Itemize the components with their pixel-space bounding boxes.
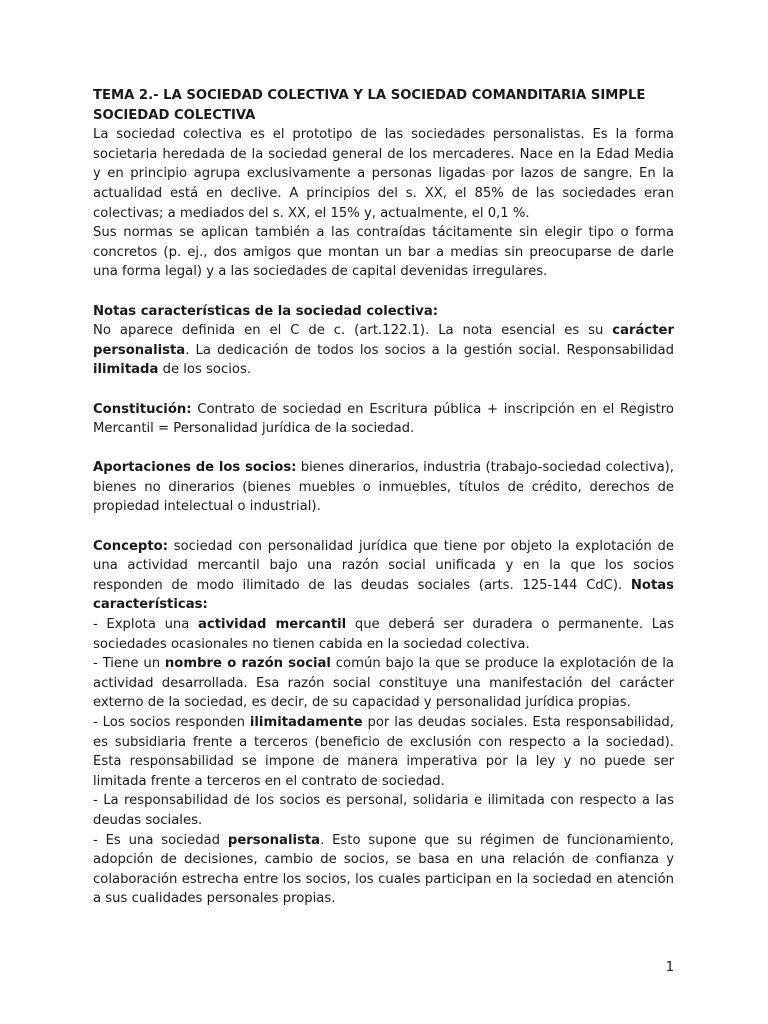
bullet-suffix: . Esto supone que su régimen de funcionamiento, adopción de decisiones, cambio de socios, se basa en una relación de confianza y colaboración estrecha entre los socios, los cuales participan en la sociedad en atención a sus cualidades personales propias. [93,832,674,907]
notas-text-2: . La dedicación de todos los socios a la gestión social. Responsabilidad [185,342,674,358]
concepto-label: Concepto: [93,538,168,554]
aportaciones-paragraph [93,458,674,517]
bullet-prefix: - Explota una [93,617,199,633]
bullet-item [93,831,674,909]
aportaciones-text: bienes dinerarios, industria (trabajo-sociedad colectiva), bienes no dinerarios (bienes muebles o inmuebles, títulos de crédito, derechos de propiedad intelectual o industrial). [93,460,674,515]
bullet-bold: actividad mercantil [198,617,347,633]
notas-text-3: de los socios. [158,362,252,378]
bullet-prefix: - La responsabilidad de los socios es personal, solidaria e ilimitada con respecto a las deudas sociales. [93,793,674,828]
aportaciones-label: Aportaciones de los socios: [93,460,297,476]
document-page [93,86,674,909]
concepto-paragraph [93,537,674,615]
notas-text-1: No aparece definida en el C de c. (art.122.1). La nota esencial es su [93,323,613,339]
bullet-suffix: común bajo la que se produce la explotación de la actividad desarrollada. Esa razón social constituye una manifestación del carácter externo de la sociedad, es decir, de su capacidad y personalidad jurídica propias. [93,656,675,711]
bullet-bold: ilimitadamente [249,715,363,730]
concepto-notas-label: Notas características: [93,577,674,613]
section-heading: SOCIEDAD COLECTIVA [93,107,256,123]
spacer [93,282,674,302]
notas-heading: Notas características de la sociedad colectiva: [93,303,439,319]
concepto-text: sociedad con personalidad jurídica que tiene por objeto la explotación de una actividad mercantil bajo una razón social unificada y en la que los socios responden de modo ilimitado de las deudas sociales (arts. 125-144 CdC). [93,538,674,593]
bullet-suffix: por las deudas sociales. Esta responsabilidad, es subsidiaria frente a terceros (beneficio de exclusión con respecto a la sociedad). Esta responsabilidad se impone de manera imperativa por la ley y no puede ser limitada frente a terceros en el contrato de sociedad. [93,715,674,789]
constitucion-paragraph [93,400,674,439]
intro-paragraph-1: La sociedad colectiva es el prototipo de las sociedades personalistas. Es la forma societaria heredada de la sociedad general de los mercaderes. Nace en la Edad Media y en principio agrupa exclusivamente a personas ligadas por lazos de sangre. En la actualidad está en declive. A principios del s. XX, el 85% de las sociedades eran colectivas; a mediados del s. XX, el 15% y, actualmente, el 0,1 %. [93,127,674,221]
bullet-prefix: - Los socios responden [93,715,250,730]
bullet-bold: nombre o razón social [164,656,331,672]
constitucion-text: Contrato de sociedad en Escritura pública + inscripción en el Registro Mercantil = Personalidad jurídica de la sociedad. [93,401,674,437]
bullet-bold: personalista [227,832,321,848]
spacer [93,517,674,537]
bullet-item [93,713,674,791]
bullet-item [93,615,674,654]
spacer [93,380,674,400]
bullet-item [93,791,674,830]
intro-paragraph-2: Sus normas se aplican también a las contraídas tácitamente sin elegir tipo o forma concretos (p. ej., dos amigos que montan un bar a medias sin preocuparse de darle una forma legal) y a las sociedades de capital devenidas irregulares. [93,225,674,280]
notas-bold-1: carácter personalista [93,323,674,358]
bullet-prefix: - Tiene un [93,656,165,672]
spacer [93,439,674,459]
notas-bold-2: ilimitada [93,362,159,378]
constitucion-label: Constitución: [93,401,192,417]
document-title: TEMA 2.- LA SOCIEDAD COLECTIVA Y LA SOCIEDAD COMANDITARIA SIMPLE [93,88,646,103]
bullet-prefix: - Es una sociedad [93,832,228,848]
bullet-item [93,654,674,713]
notas-paragraph [93,321,674,380]
page-number: 1 [665,960,674,975]
bullet-suffix: que deberá ser duradera o permanente. Las sociedades ocasionales no tienen cabida en la sociedad colectiva. [93,617,675,652]
